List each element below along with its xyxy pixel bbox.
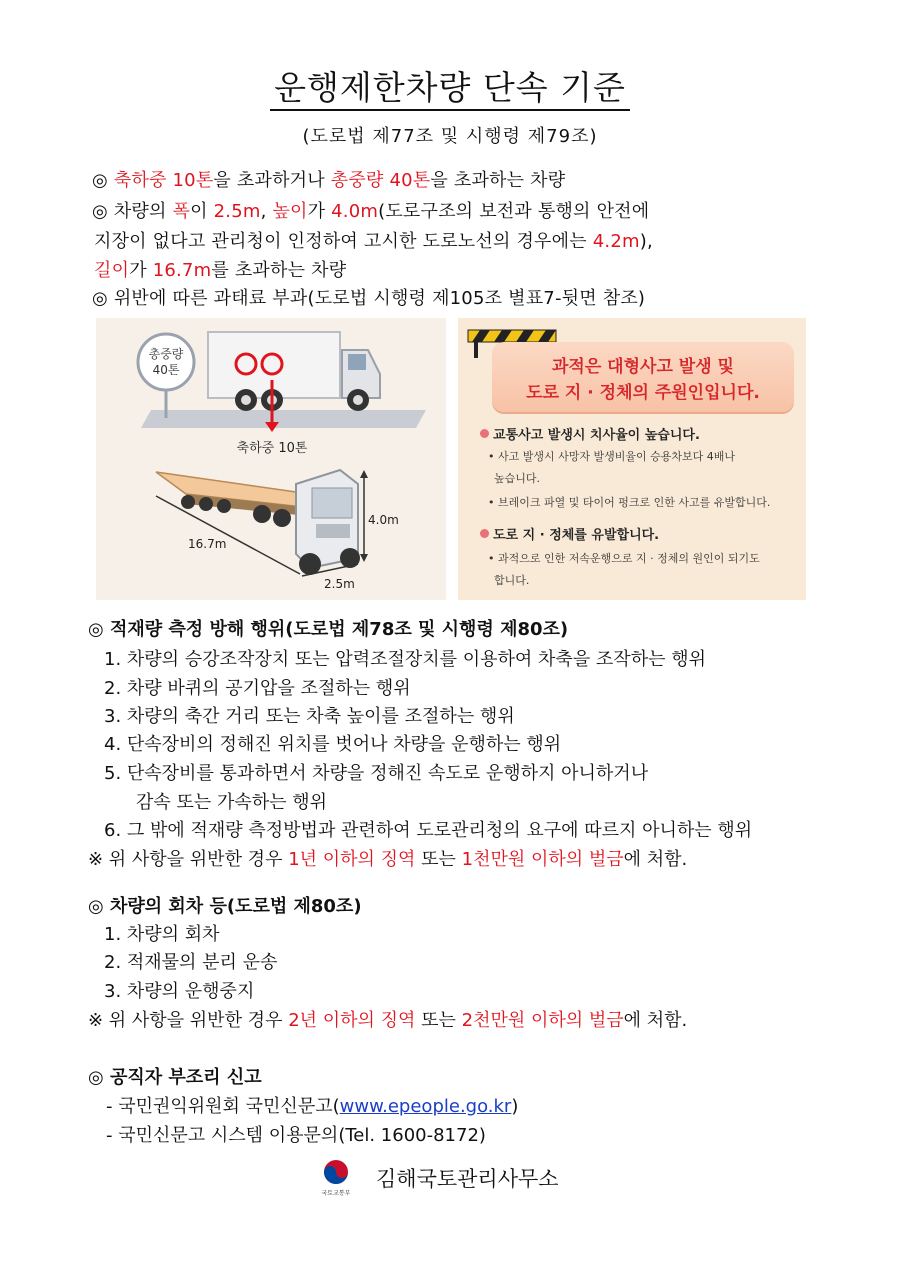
- warning-headline-box: [492, 342, 794, 412]
- office-name: 김해국토관리사무소: [376, 1167, 559, 1191]
- obstruction-item-2: 2. 차량 바퀴의 공기압을 조절하는 행위: [104, 678, 411, 699]
- obstruction-item-5: 5. 단속장비를 통과하면서 차량을 정해진 속도로 운행하지 아니하거나: [104, 763, 649, 784]
- obstruction-item-1: 1. 차량의 승강조작장치 또는 압력조절장치를 이용하여 차축을 조작하는 행위: [104, 649, 706, 670]
- bullet-dot-icon: [480, 529, 489, 538]
- obstruction-item-6: 6. 그 밖에 적재량 측정방법과 관련하여 도로관리청의 요구에 따르지 아니하는 행위: [104, 820, 753, 841]
- criteria-line-4: 길이가 16.7m를 초과하는 차량: [94, 260, 347, 281]
- criteria-line-5: ◎ 위반에 따른 과태료 부과(도로법 시행령 제105조 별표7-뒷면 참조): [92, 288, 646, 309]
- page-subtitle: (도로법 제77조 및 시행령 제79조): [302, 126, 598, 147]
- bullet-accident-text-3: • 브레이크 파열 및 타이어 펑크로 인한 사고를 유발합니다.: [488, 496, 771, 509]
- truck-illustration: [96, 318, 446, 600]
- bullet-accident-text-1: • 사고 발생시 사망자 발생비율이 승용차보다 4배나: [488, 450, 735, 463]
- bullet-dot-icon: [480, 429, 489, 438]
- bullet-accident-text-2: 높습니다.: [494, 472, 541, 485]
- warning-headline-1: 과적은 대형사고 발생 및: [552, 357, 734, 377]
- height-label: 4.0m: [368, 513, 399, 527]
- turnback-item-3: 3. 차량의 운행중지: [104, 981, 255, 1002]
- epeople-link[interactable]: www.epeople.go.kr: [339, 1096, 512, 1117]
- logo-caption: 국토교통부: [321, 1190, 351, 1197]
- obstruction-heading: ◎ 적재량 측정 방해 행위(도로법 제78조 및 시행령 제80조): [88, 619, 569, 640]
- bullet-congestion: 도로 지 · 정체를 유발합니다.: [480, 524, 659, 543]
- length-label: 16.7m: [188, 537, 227, 551]
- bullet-accident: 교통사고 발생시 치사율이 높습니다.: [480, 424, 700, 443]
- criteria-line-3: 지장이 없다고 관리청이 인정하여 고시한 도로노선의 경우에는 4.2m),: [94, 231, 653, 252]
- gross-weight-badge: [138, 334, 194, 390]
- turnback-item-1: 1. 차량의 회차: [104, 924, 220, 945]
- badge-text-1: 총중량: [148, 347, 184, 361]
- ministry-logo: [314, 1156, 358, 1200]
- obstruction-penalty: ※ 위 사항을 위반한 경우 1년 이하의 징역 또는 1천만원 이하의 벌금에 처함.: [88, 849, 688, 870]
- report-heading: ◎ 공직자 부조리 신고: [88, 1067, 262, 1088]
- criteria-line-2: ◎ 차량의 폭이 2.5m, 높이가 4.0m(도로구조의 보전과 통행의 안전에: [92, 201, 650, 222]
- axle-load-label: 축하중 10톤: [236, 441, 308, 456]
- turnback-heading: ◎ 차량의 회차 등(도로법 제80조): [88, 896, 362, 917]
- bullet-congestion-text-1: • 과적으로 인한 저속운행으로 지 · 정체의 원인이 되기도: [488, 552, 760, 565]
- truck-cargo-box: [208, 332, 340, 398]
- truck-diagram-svg: [96, 318, 446, 600]
- obstruction-item-4: 4. 단속장비의 정해진 위치를 벗어나 차량을 운행하는 행위: [104, 734, 562, 755]
- obstruction-item-5-cont: 감속 또는 가속하는 행위: [136, 792, 328, 813]
- report-line-1: - 국민권익위원회 국민신문고(www.epeople.go.kr): [106, 1096, 519, 1117]
- turnback-item-2: 2. 적재물의 분리 운송: [104, 952, 278, 973]
- warning-headline-2: 도로 지 · 정체의 주원인입니다.: [526, 383, 760, 403]
- report-line-2: - 국민신문고 시스템 이용문의(Tel. 1600-8172): [106, 1125, 486, 1146]
- criteria-line-1: ◎ 축하중 10톤을 초과하거나 총중량 40톤을 초과하는 차량: [92, 170, 566, 191]
- overload-warning-panel: [458, 318, 806, 600]
- turnback-penalty: ※ 위 사항을 위반한 경우 2년 이하의 징역 또는 2천만원 이하의 벌금에 처함.: [88, 1010, 688, 1031]
- scale-plate: [141, 410, 426, 428]
- badge-text-2: 40톤: [152, 363, 180, 377]
- width-label: 2.5m: [324, 577, 355, 591]
- bullet-congestion-text-2: 합니다.: [494, 574, 530, 587]
- obstruction-item-3: 3. 차량의 축간 거리 또는 차축 높이를 조절하는 행위: [104, 706, 515, 727]
- page-title: 운행제한차량 단속 기준: [0, 62, 900, 109]
